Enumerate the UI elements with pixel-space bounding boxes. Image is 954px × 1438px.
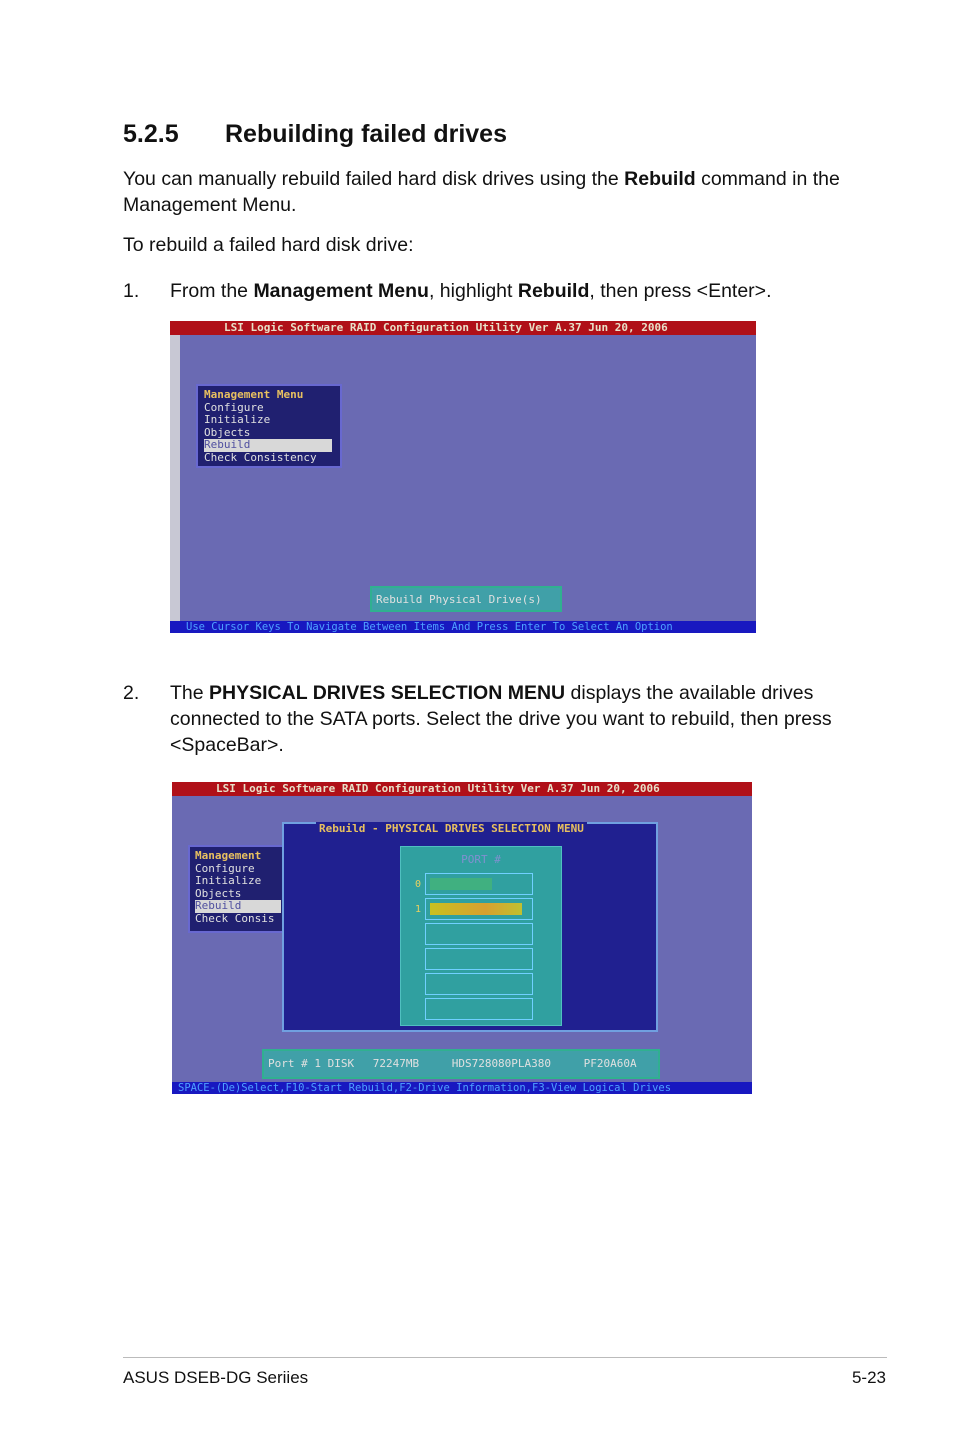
management-menu-title: Management Menu [204,388,304,401]
section-number: 5.2.5 [123,120,179,148]
utility-title-bar: LSI Logic Software RAID Configuration Utility Ver A.37 Jun 20, 2006 [172,782,752,796]
intro-bold: Rebuild [624,168,696,190]
menu-item-objects[interactable]: Objects [195,886,242,900]
step-1-text: From the Management Menu, highlight Rebuild, then press <Enter>. [170,280,772,302]
screenshot-management-menu [170,321,756,633]
step-2-number: 2. [123,682,140,704]
step-2 [123,680,853,758]
drive-slot-5[interactable] [425,998,533,1020]
intro-paragraph [123,166,853,218]
port-list [400,846,562,1026]
menu-item-configure[interactable]: Configure [204,400,264,414]
footer-rule [123,1357,887,1358]
rebuild-hint-box: Rebuild Physical Drive(s) [370,586,562,612]
intro-post: command in the Management Menu. [123,168,840,216]
drive-slot-2[interactable] [425,923,533,945]
menu-item-check-consistency[interactable]: Check Consistency [204,450,317,464]
menu-item-initialize[interactable]: Initialize [204,413,271,426]
drive-port: Port # 1 DISK [268,1057,355,1070]
physical-drives-selection-menu [282,822,658,1032]
menu-item-rebuild[interactable]: Rebuild [195,900,281,913]
menu-item-configure[interactable]: Configure [195,861,255,875]
selection-menu-title: Rebuild - PHYSICAL DRIVES SELECTION MENU [316,822,587,835]
menu-item-check-consistency[interactable]: Check Consis [195,911,275,925]
step-2-text: The PHYSICAL DRIVES SELECTION MENU displays the available drives connected to the SATA ports. Select the drive you want to rebuild, then press <SpaceBar>. [170,682,832,756]
management-menu-title: Management [195,849,262,862]
page-number: 5-23 [851,1368,886,1387]
drive-slot-0[interactable] [425,873,533,895]
drive-slot-1-fill [430,903,522,915]
drive-size: 72247MB [372,1057,420,1070]
drive-slot-0-fill [430,878,492,890]
section-title: Rebuilding failed drives [225,120,507,148]
drive-firmware: PF20A60A [583,1057,637,1070]
step-1 [123,278,853,304]
menu-item-rebuild[interactable]: Rebuild [204,439,332,452]
management-menu [188,845,284,933]
management-menu [196,384,342,468]
drive-info-box [262,1049,660,1079]
section-heading [123,120,507,149]
step-1-number: 1. [123,280,140,302]
drive-slot-1[interactable] [425,898,533,920]
lead-paragraph: To rebuild a failed hard disk drive: [123,234,414,256]
intro-pre: You can manually rebuild failed hard disk drives using the [123,168,625,190]
slot-label-0: 0 [415,879,422,890]
drive-model: HDS728080PLA380 [451,1057,552,1070]
drive-slot-4[interactable] [425,973,533,995]
slot-label-1: 1 [415,904,422,915]
drive-slot-3[interactable] [425,948,533,970]
utility-title-bar: LSI Logic Software RAID Configuration Utility Ver A.37 Jun 20, 2006 [170,321,756,335]
menu-item-objects[interactable]: Objects [204,425,251,439]
port-header: PORT # [461,853,501,866]
status-bar: SPACE-(De)Select,F10-Start Rebuild,F2-Drive Information,F3-View Logical Drives [172,1082,752,1094]
footer-left: ASUS DSEB-DG Seriies [123,1368,309,1387]
screen-left-border [170,321,180,633]
screenshot-physical-drives-menu [172,782,752,1094]
status-bar: Use Cursor Keys To Navigate Between Items And Press Enter To Select An Option [170,621,756,633]
menu-item-initialize[interactable]: Initialize [195,874,262,887]
